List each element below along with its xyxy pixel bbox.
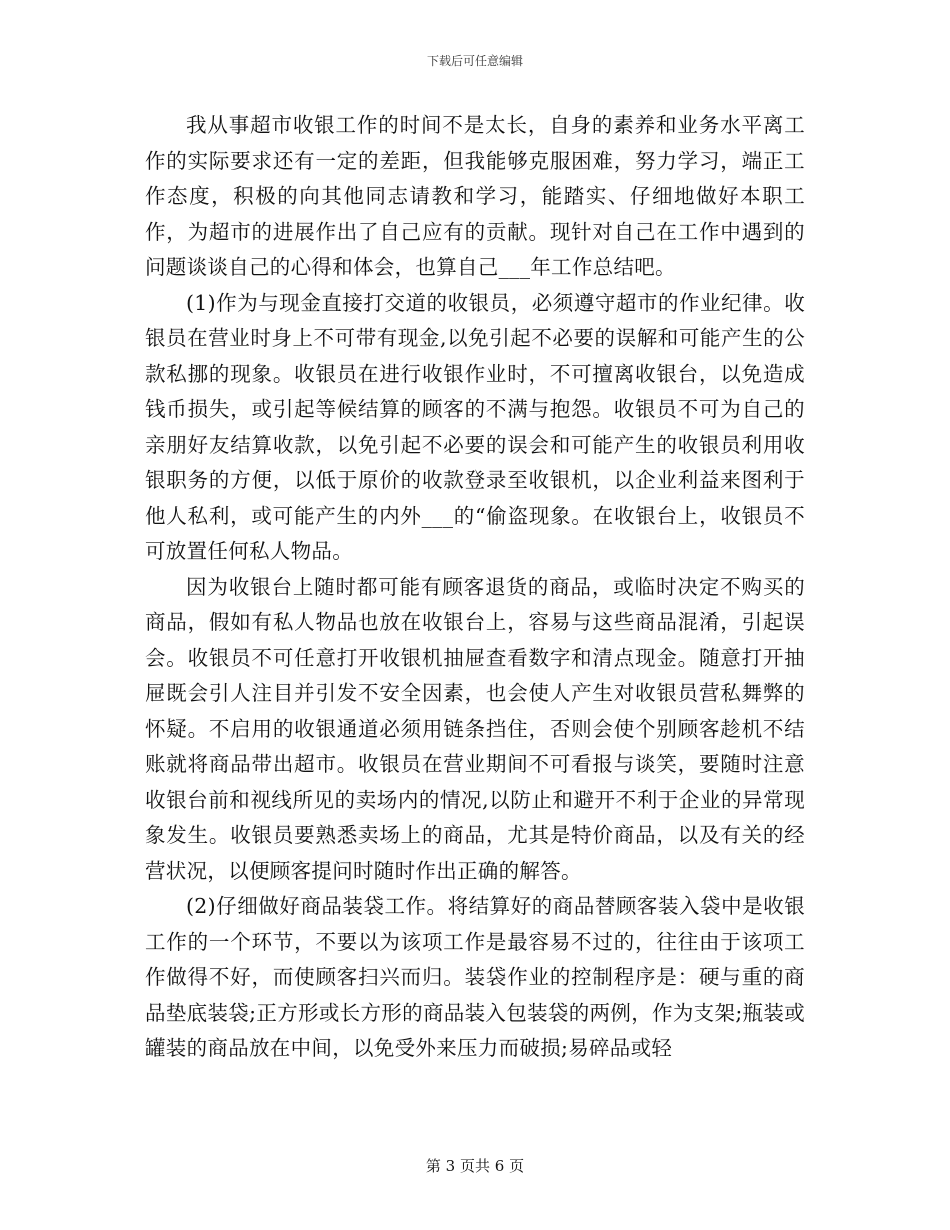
paragraph-intro: 我从事超市收银工作的时间不是太长，自身的素养和业务水平离工作的实际要求还有一定的差距，但我能够克服困难，努力学习，端正工作态度，积极的向其他同志请教和学习，能踏实、仔细地做好本职工作，为超市的进展作出了自己应有的贡献。现针对自己在工作中遇到的问题谈谈自己的心得和体会，也算自己___年工作总结吧。 [145, 113, 805, 279]
page-number: 第 3 页共 6 页 [425, 1157, 525, 1175]
page-header: 下载后可任意编辑 [426, 54, 523, 68]
paragraph-checkout-rules: 因为收银台上随时都可能有顾客退货的商品，或临时决定不购买的商品，假如有私人物品也放在收银台上，容易与这些商品混淆，引起误会。收银员不可任意打开收银机抽屉查看数字和清点现金。随意打开抽屉既会引人注目并引发不安全因素，也会使人产生对收银员营私舞弊的怀疑。不启用的收银通道必须用链条挡住，否则会使个别顾客趁机不结账就将商品带出超市。收银员在营业期间不可看报与谈笑，要随时注意收银台前和视线所见的卖场内的情况,以防止和避开不利于企业的异常现象发生。收银员要熟悉卖场上的商品，尤其是特价商品，以及有关的经营状况，以便顾客提问时随时作出正确的解答。 [145, 574, 805, 883]
paragraph-bagging: (2)仔细做好商品装袋工作。将结算好的商品替顾客装入袋中是收银工作的一个环节，不要以为该项工作是最容易不过的，往往由于该项工作做得不好，而使顾客扫兴而归。装袋作业的控制程序是：硬与重的商品垫底装袋;正方形或长方形的商品装入包装袋的两例，作为支架;瓶装或罐装的商品放在中间，以免受外来压力而破损;易碎品或轻 [145, 894, 805, 1060]
paragraph-discipline: (1)作为与现金直接打交道的收银员，必须遵守超市的作业纪律。收银员在营业时身上不可带有现金,以免引起不必要的误解和可能产生的公款私挪的现象。收银员在进行收银作业时，不可擅离收银台，以免造成钱币损失，或引起等候结算的顾客的不满与抱怨。收银员不可为自己的亲朋好友结算收款，以免引起不必要的误会和可能产生的收银员利用收银职务的方便，以低于原价的收款登录至收银机，以企业利益来图利于他人私利，或可能产生的内外___的“偷盗现象。在收银台上，收银员不可放置任何私人物品。 [145, 290, 805, 563]
document-body [145, 108, 805, 1067]
